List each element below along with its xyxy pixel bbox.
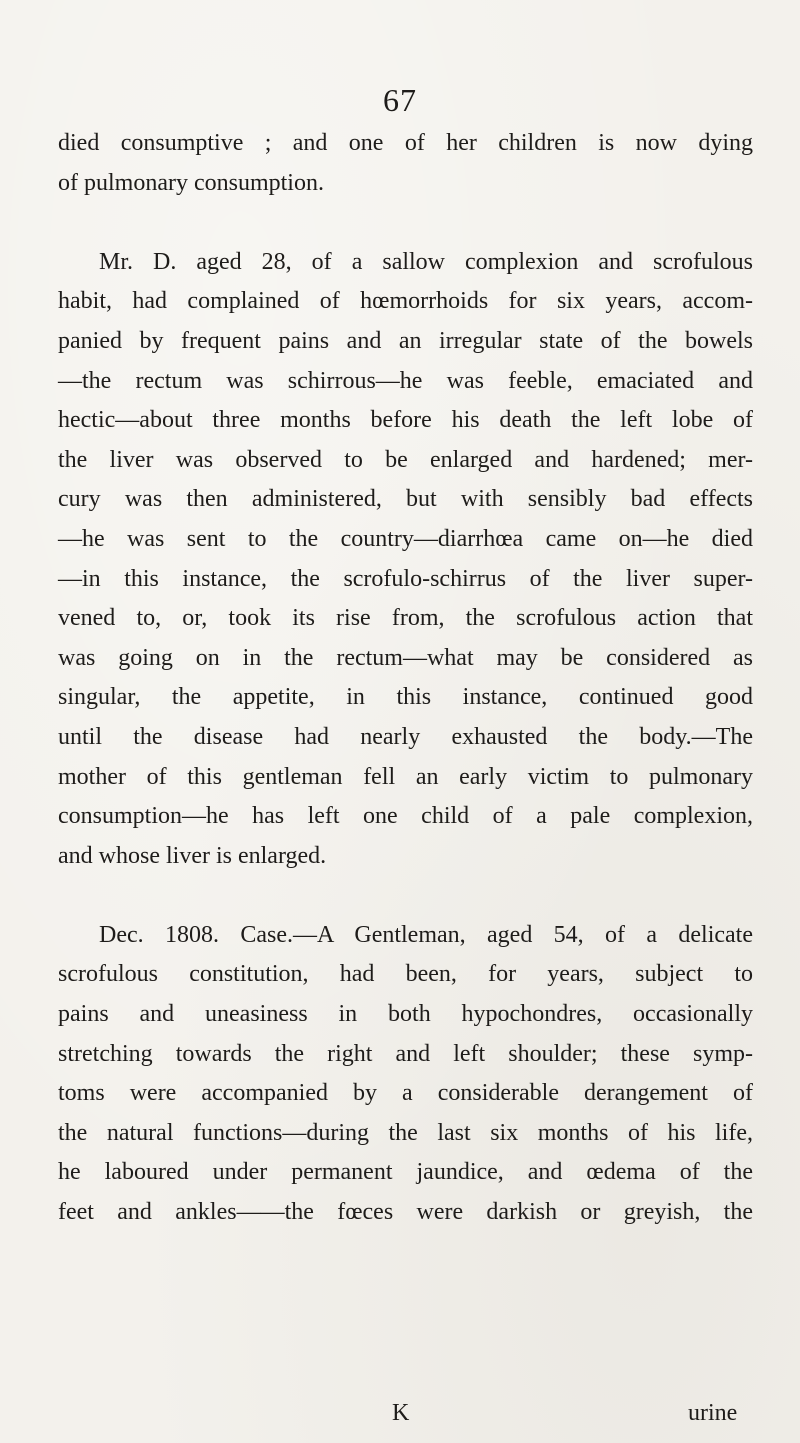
- text-line: scrofulous constitution, had been, for years, subject to: [58, 961, 753, 988]
- text-line: consumption—he has left one child of a pale complexion,: [58, 803, 753, 830]
- text-line: —he was sent to the country—diarrhœa came on—he died: [58, 525, 753, 552]
- text-line: panied by frequent pains and an irregular state of the bowels: [58, 327, 753, 354]
- text-line: and whose liver is enlarged.: [58, 842, 327, 869]
- text-line: he laboured under permanent jaundice, and œdema of the: [58, 1159, 753, 1186]
- text-line: hectic—about three months before his death the left lobe of: [58, 407, 753, 434]
- text-line: vened to, or, took its rise from, the scrofulous action that: [58, 605, 753, 632]
- text-line: singular, the appetite, in this instance, continued good: [58, 684, 753, 711]
- text-line: died consumptive ; and one of her children is now dying: [58, 130, 753, 156]
- text-line: cury was then administered, but with sensibly bad effects: [58, 486, 753, 513]
- page-number: 67: [383, 82, 417, 118]
- text-line: of pulmonary consumption.: [58, 169, 324, 196]
- text-line: Dec. 1808. Case.—A Gentleman, aged 54, of a delicate: [99, 921, 753, 948]
- text-line: was going on in the rectum—what may be considered as: [58, 644, 753, 671]
- text-line: stretching towards the right and left shoulder; these symp-: [58, 1040, 753, 1067]
- text-line: Mr. D. aged 28, of a sallow complexion and scrofulous: [99, 248, 753, 275]
- catchword: urine: [688, 1400, 738, 1426]
- text-line: the liver was observed to be enlarged and hardened; mer-: [58, 446, 753, 473]
- text-line: habit, had complained of hœmorrhoids for six years, accom-: [58, 288, 753, 315]
- text-line: —the rectum was schirrous—he was feeble, emaciated and: [58, 367, 753, 394]
- text-line: the natural functions—during the last six months of his life,: [58, 1119, 753, 1146]
- text-line: until the disease had nearly exhausted the body.—The: [58, 723, 753, 750]
- text-line: feet and ankles——the fœces were darkish or greyish, the: [58, 1199, 753, 1226]
- text-line: mother of this gentleman fell an early victim to pulmonary: [58, 763, 753, 790]
- paragraph-1: [58, 124, 753, 203]
- text-line: toms were accompanied by a considerable derangement of: [58, 1080, 753, 1107]
- body-text: [58, 124, 753, 1233]
- text-line: —in this instance, the scrofulo-schirrus of the liver super-: [58, 565, 753, 592]
- page-footer: [0, 1395, 800, 1431]
- signature-mark: K: [392, 1400, 410, 1426]
- text-line: pains and uneasiness in both hypochondres, occasionally: [58, 1001, 753, 1028]
- paragraph-2: [58, 243, 753, 877]
- paragraph-3: [58, 916, 753, 1233]
